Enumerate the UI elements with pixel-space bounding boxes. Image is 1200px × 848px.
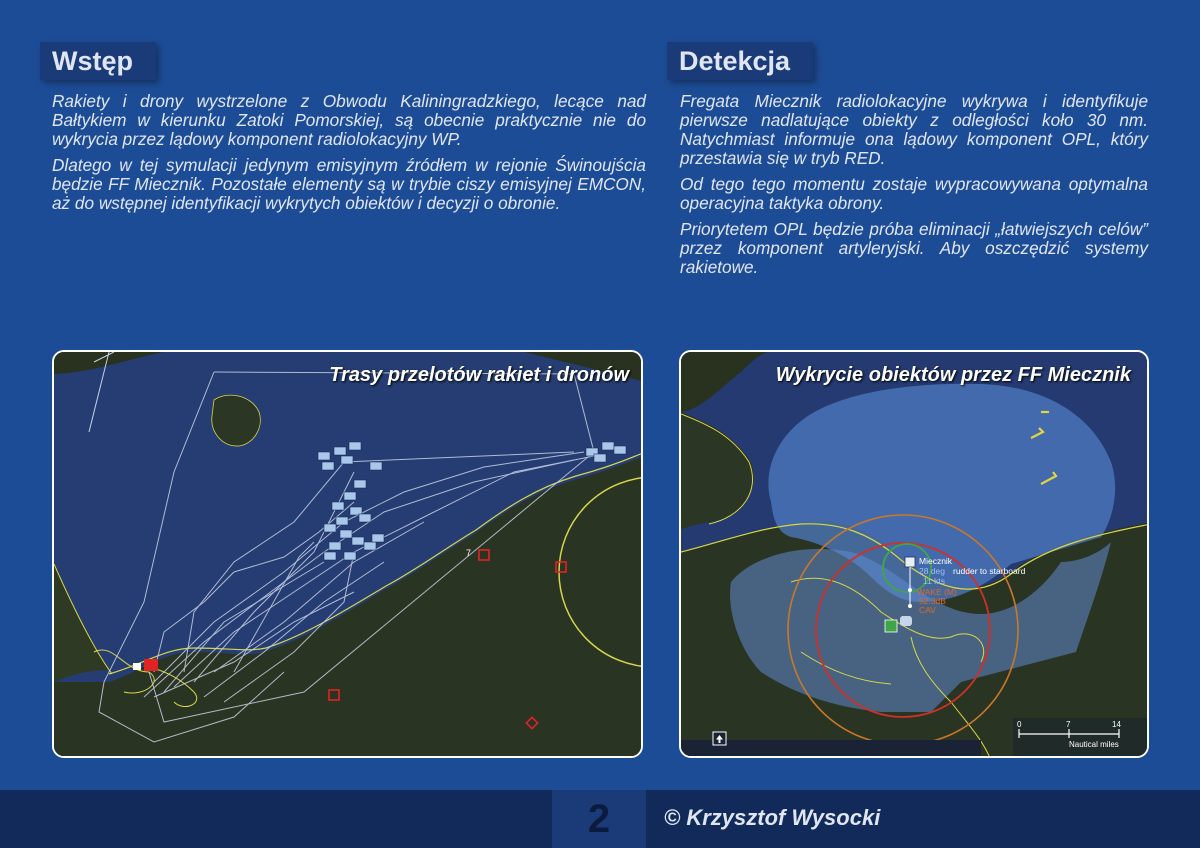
- detection-paragraph: Fregata Miecznik radiolokacyjne wykrywa i identyfikuje pierwsze nadlatujące obiekty z odległości koło 30 nm. Natychmiast informuje ona lądowy komponent OPL, który przestawia się w tryb RED.: [680, 91, 1148, 168]
- unit-order: rudder to starboard: [953, 566, 1026, 576]
- detection-text: [680, 92, 1148, 284]
- flight-tracks-map: [52, 350, 643, 758]
- detection-heading: Detekcja: [667, 42, 813, 80]
- intro-paragraph: Dlatego w tej symulacji jedynym emisyjnym źródłem w rejonie Świnoujścia będzie FF Miecznik. Pozostałe elementy są w trybie ciszy emisyjnej EMCON, aż do wstępnej identyfikacji wykrytych obiektów i decyzji o obronie.: [52, 155, 646, 213]
- unit-cav: CAV: [919, 605, 936, 615]
- marker-label: 7: [466, 548, 472, 558]
- intro-text: [52, 92, 646, 220]
- unit-course: 28 deg: [919, 566, 945, 576]
- scale-unit-label: Nautical miles: [1069, 740, 1119, 749]
- tracks-panel-title: Trasy przelotów rakiet i dronów: [329, 364, 629, 386]
- scale-tick: 0: [1017, 720, 1022, 729]
- detection-paragraph: Od tego tego momentu zostaje wypracowywana optymalna operacyjna taktyka obrony.: [680, 174, 1148, 213]
- intro-heading: Wstęp: [40, 42, 156, 80]
- intro-paragraph: Rakiety i drony wystrzelone z Obwodu Kaliningradzkiego, lecące nad Bałtykiem w kierunku Zatoki Pomorskiej, są obecnie praktycznie nie do wykrycia przez lądowy komponent radiolokacyjny WP.: [52, 91, 646, 149]
- copyright-text: © Krzysztof Wysocki: [664, 805, 881, 830]
- page-number-text: 2: [587, 797, 611, 841]
- collapse-up-icon[interactable]: [713, 732, 726, 745]
- scale-tick: 7: [1066, 720, 1071, 729]
- unit-speed: 11 kts: [923, 576, 946, 586]
- page-number: [552, 790, 646, 848]
- detection-paragraph: Priorytetem OPL będzie próba eliminacji „łatwiejszych celów” przez komponent artyleryjski. Aby oszczędzić systemy rakietowe.: [680, 219, 1148, 277]
- unit-noise: 52.3dB: [919, 596, 946, 606]
- unit-name: Miecznik: [919, 556, 953, 566]
- detection-panel-title: Wykrycie obiektów przez FF Miecznik: [775, 364, 1131, 386]
- detection-map: [679, 350, 1149, 758]
- flight-tracks-map-graphic: [54, 352, 643, 758]
- scale-tick: 14: [1112, 720, 1121, 729]
- detection-map-graphic: [681, 352, 1149, 758]
- scale-bar: [1013, 718, 1149, 758]
- unit-wake: WAKE (M): [917, 587, 957, 597]
